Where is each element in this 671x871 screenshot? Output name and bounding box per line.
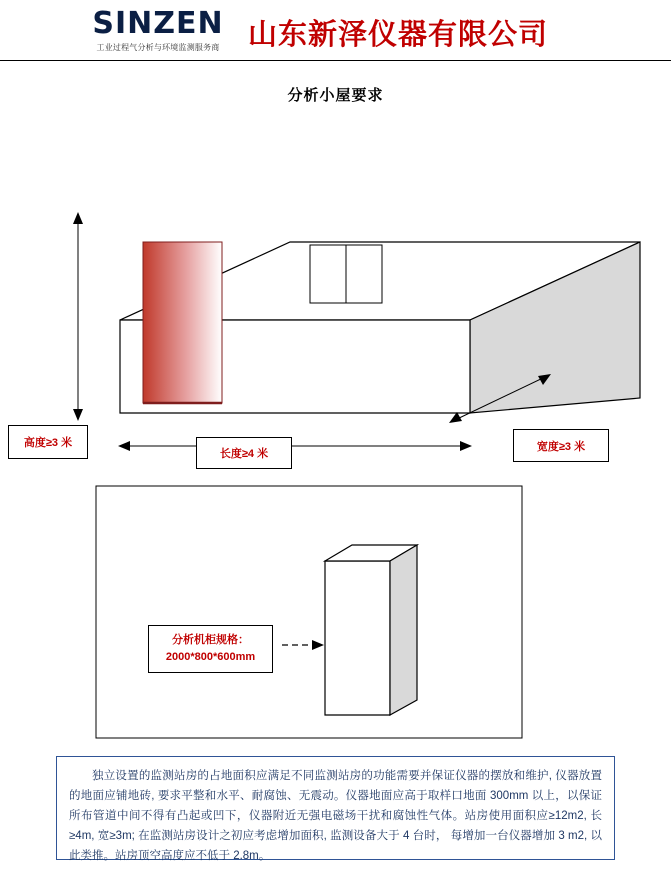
company-logo <box>78 8 238 53</box>
cabinet-drawing <box>0 470 671 760</box>
page-title: 分析小屋要求 <box>287 87 384 104</box>
analysis-room-door <box>143 242 222 403</box>
width-arrow-start <box>449 412 462 423</box>
cabinet-spec-title: 分析机柜规格： <box>172 634 249 646</box>
cabinet-spec-callout <box>148 625 273 673</box>
cabinet-diagram <box>0 470 671 760</box>
logo-tagline: 工业过程气分析与环境监测服务商 <box>96 43 220 52</box>
height-callout: 高度≥3 米 <box>8 425 88 459</box>
height-arrow-top <box>73 212 83 224</box>
requirements-note-text: 独立设置的监测站房的占地面积应满足不同监测站房的功能需要并保证仪器的摆放和维护, 仪器放置的地面应铺地砖, 要求平整和水平、耐腐蚀、无震动。仪器地面应高于取样口地面 300mm 以上，以保证所布管道中间不得有凸起或凹下，仪器附近无强电磁场干扰和腐蚀性气体。站房使用面积应≥12m2, 长≥4m, 宽≥3m; 在监测站房设计之初应考虑增加面积, 监测设备大于 4 台时， 每增加一台仪器增加 3 m2, 以此类推。站房顶空高度应不低于 2.8m。 <box>69 770 602 862</box>
length-arrow-right <box>460 441 472 451</box>
width-callout: 宽度≥3 米 <box>513 429 609 462</box>
cabinet-spec-value: 2000*800*600mm <box>165 651 256 663</box>
page-header <box>0 0 671 68</box>
house-drawing <box>0 120 671 480</box>
house-diagram <box>0 120 671 480</box>
company-name: 山东新泽仪器有限公司 <box>248 19 549 51</box>
header-divider <box>0 60 671 61</box>
length-arrow-left <box>118 441 130 451</box>
cabinet-side-face <box>390 545 417 715</box>
cabinet-panel-border <box>96 486 522 738</box>
cabinet-front-face <box>325 561 390 715</box>
requirements-note <box>56 756 615 860</box>
height-arrow-bottom <box>73 409 83 421</box>
length-callout: 长度≥4 米 <box>196 437 292 469</box>
logo-wordmark: SINZEN <box>92 6 224 41</box>
